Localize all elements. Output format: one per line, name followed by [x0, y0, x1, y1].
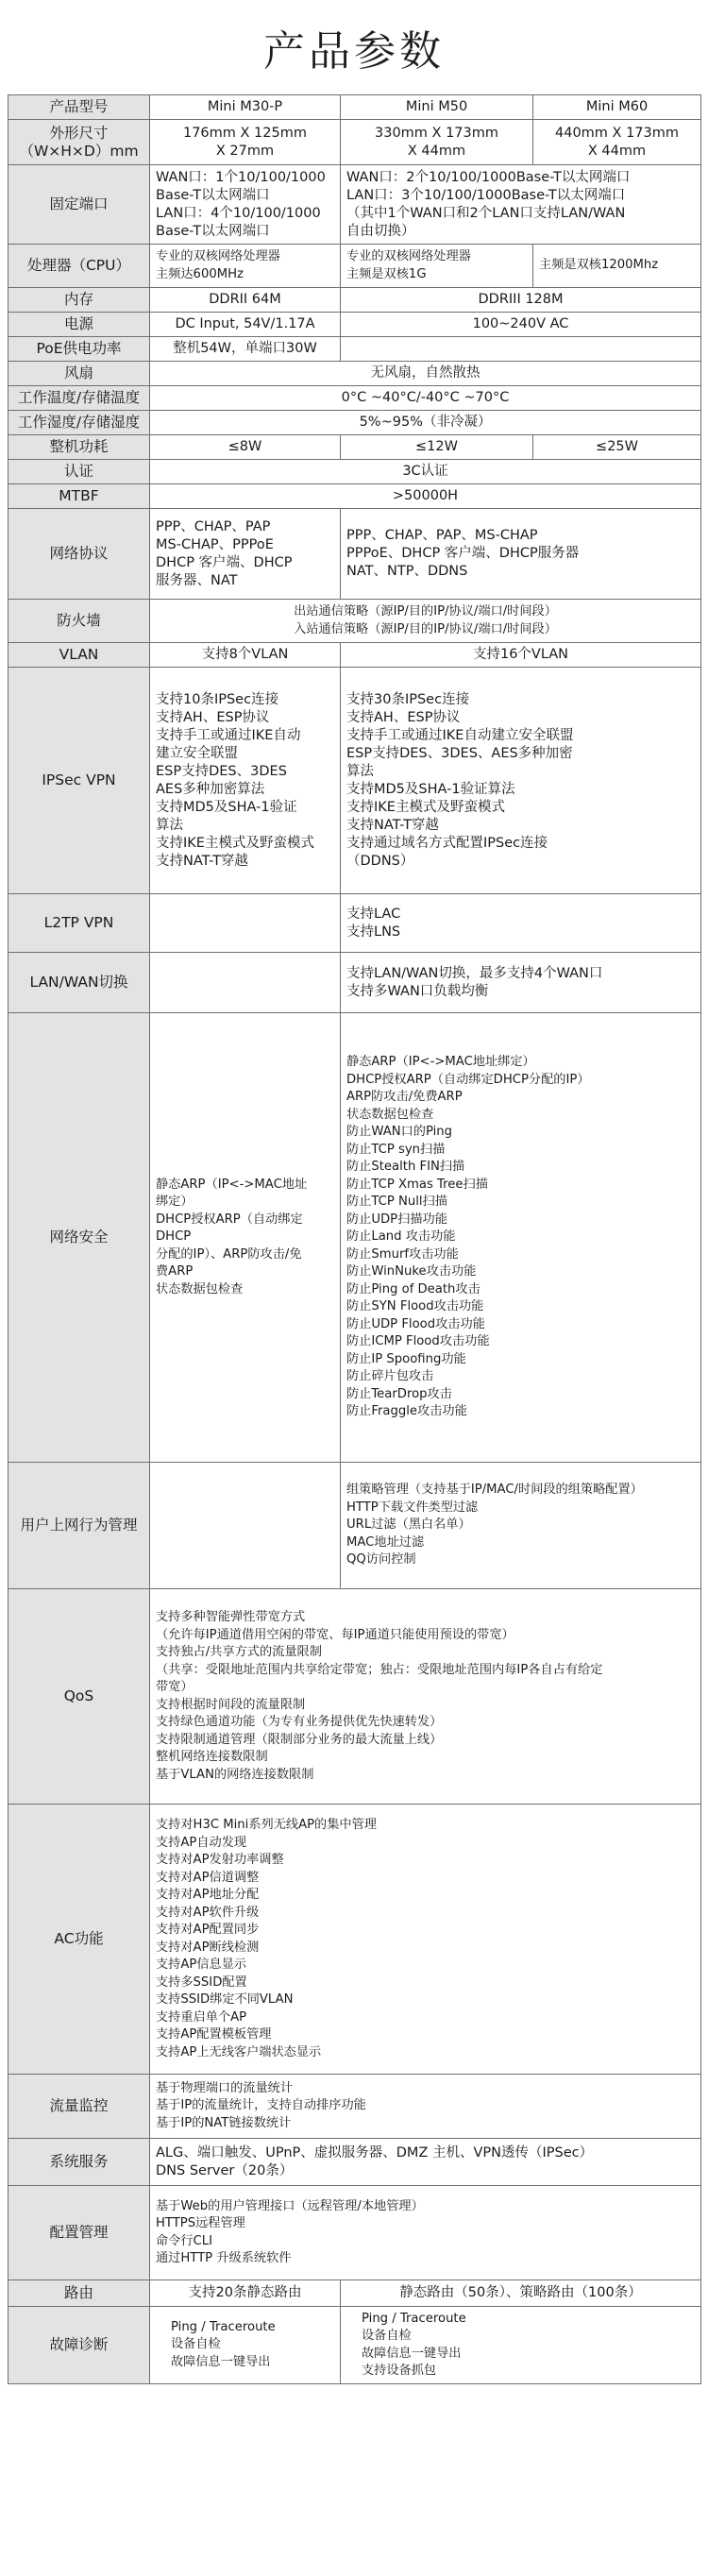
security-label: 网络安全 [8, 1013, 150, 1463]
lan-wan-m30p [150, 953, 341, 1013]
certification-value: 3C认证 [150, 460, 701, 484]
row-power [8, 313, 701, 337]
firewall-label: 防火墙 [8, 600, 150, 643]
mtbf-label: MTBF [8, 484, 150, 509]
routing-label: 路由 [8, 2280, 150, 2307]
row-fan [8, 362, 701, 386]
fan-value: 无风扇，自然散热 [150, 362, 701, 386]
row-size [8, 120, 701, 165]
config-value: 基于Web的用户管理接口（远程管理/本地管理） HTTPS远程管理 命令行CLI 通过HTTP 升级系统软件 [150, 2186, 701, 2280]
row-memory [8, 288, 701, 313]
ports-m30p: WAN口：1个10/100/1000 Base-T以太网端口 LAN口：4个10/100/1000 Base-T以太网端口 [150, 165, 341, 245]
diagnostics-label: 故障诊断 [8, 2307, 150, 2384]
cpu-m60: 主频是双核1200Mhz [533, 245, 701, 288]
row-model [8, 95, 701, 120]
firewall-value: 出站通信策略（源IP/目的IP/协议/端口/时间段） 入站通信策略（源IP/目的IP/协议/端口/时间段） [150, 600, 701, 643]
row-ports [8, 165, 701, 245]
ipsec-m30p: 支持10条IPSec连接 支持AH、ESP协议 支持手工或通过IKE自动 建立安全联盟 ESP支持DES、3DES AES多种加密算法 支持MD5及SHA-1验证 算法 支持IKE主模式及野蛮模式 支持NAT-T穿越 [150, 668, 341, 894]
size-label: 外形尺寸 （W×H×D）mm [8, 120, 150, 165]
routing-m50-m60: 静态路由（50条）、策略路由（100条） [341, 2280, 701, 2307]
certification-label: 认证 [8, 460, 150, 484]
ac-label: AC功能 [8, 1805, 150, 2075]
security-m30p: 静态ARP（IP<->MAC地址 绑定） DHCP授权ARP（自动绑定 DHCP 分配的IP）、ARP防攻击/免 费ARP 状态数据包检查 [150, 1013, 341, 1463]
row-security [8, 1013, 701, 1463]
model-m30p: Mini M30-P [150, 95, 341, 120]
cpu-label: 处理器（CPU） [8, 245, 150, 288]
ipsec-m50-m60: 支持30条IPSec连接 支持AH、ESP协议 支持手工或通过IKE自动建立安全联盟 ESP支持DES、3DES、AES多种加密 算法 支持MD5及SHA-1验证算法 支持IKE主模式及野蛮模式 支持NAT-T穿越 支持通过域名方式配置IPSec连接 （DDNS） [341, 668, 701, 894]
model-m60: Mini M60 [533, 95, 701, 120]
ports-label: 固定端口 [8, 165, 150, 245]
row-qos [8, 1589, 701, 1805]
row-temperature [8, 386, 701, 411]
row-lan-wan [8, 953, 701, 1013]
mtbf-value: >50000H [150, 484, 701, 509]
model-m50: Mini M50 [341, 95, 533, 120]
services-value: ALG、端口触发、UPnP、虚拟服务器、DMZ 主机、VPN透传（IPSec） DNS Server（20条） [150, 2139, 701, 2186]
behavior-label: 用户上网行为管理 [8, 1463, 150, 1589]
ipsec-label: IPSec VPN [8, 668, 150, 894]
lan-wan-label: LAN/WAN切换 [8, 953, 150, 1013]
row-humidity [8, 411, 701, 435]
size-m60: 440mm X 173mm X 44mm [533, 120, 701, 165]
vlan-label: VLAN [8, 643, 150, 668]
memory-m50-m60: DDRIII 128M [341, 288, 701, 313]
l2tp-m30p [150, 894, 341, 953]
row-cpu [8, 245, 701, 288]
vlan-m30p: 支持8个VLAN [150, 643, 341, 668]
power-m30p: DC Input, 54V/1.17A [150, 313, 341, 337]
model-label: 产品型号 [8, 95, 150, 120]
row-l2tp [8, 894, 701, 953]
row-ipsec [8, 668, 701, 894]
l2tp-label: L2TP VPN [8, 894, 150, 953]
poe-m50-m60 [341, 337, 701, 362]
flow-value: 基于物理端口的流量统计 基于IP的流量统计，支持自动排序功能 基于IP的NAT链接数统计 [150, 2075, 701, 2139]
size-m50: 330mm X 173mm X 44mm [341, 120, 533, 165]
humidity-value: 5%~95%（非冷凝） [150, 411, 701, 435]
spec-table [8, 94, 701, 2384]
qos-value: 支持多种智能弹性带宽方式 （允许每IP通道借用空闲的带宽、每IP通道只能使用预设的带宽） 支持独占/共享方式的流量限制 （共享：受限地址范围内共享给定带宽；独占：受限地址范围内每IP各自占有给定 带宽） 支持根据时间段的流量限制 支持绿色通道功能（为专有业务提供优先快速转发） 支持限制通道管理（限制部分业务的最大流量上线） 整机网络连接数限制 基于VLAN的网络连接数限制 [150, 1589, 701, 1805]
config-label: 配置管理 [8, 2186, 150, 2280]
row-flow [8, 2075, 701, 2139]
power-consumption-m50: ≤12W [341, 435, 533, 460]
row-power-consumption [8, 435, 701, 460]
services-label: 系统服务 [8, 2139, 150, 2186]
temperature-value: 0°C ~40°C/-40°C ~70°C [150, 386, 701, 411]
power-label: 电源 [8, 313, 150, 337]
protocols-m50-m60: PPP、CHAP、PAP、MS-CHAP PPPoE、DHCP 客户端、DHCP服务器 NAT、NTP、DDNS [341, 509, 701, 600]
row-routing [8, 2280, 701, 2307]
diagnostics-m50-m60: Ping / Traceroute 设备自检 故障信息一键导出 支持设备抓包 [341, 2307, 701, 2384]
flow-label: 流量监控 [8, 2075, 150, 2139]
behavior-m50-m60: 组策略管理（支持基于IP/MAC/时间段的组策略配置） HTTP下载文件类型过滤 URL过滤（黑白名单） MAC地址过滤 QQ访问控制 [341, 1463, 701, 1589]
ac-value: 支持对H3C Mini系列无线AP的集中管理 支持AP自动发现 支持对AP发射功率调整 支持对AP信道调整 支持对AP地址分配 支持对AP软件升级 支持对AP配置同步 支持对AP断线检测 支持AP信息显示 支持多SSID配置 支持SSID绑定不同VLAN 支持重启单个AP 支持AP配置模板管理 支持AP上无线客户端状态显示 [150, 1805, 701, 2075]
row-config [8, 2186, 701, 2280]
row-diagnostics [8, 2307, 701, 2384]
l2tp-m50-m60: 支持LAC 支持LNS [341, 894, 701, 953]
row-certification [8, 460, 701, 484]
protocols-label: 网络协议 [8, 509, 150, 600]
fan-label: 风扇 [8, 362, 150, 386]
page-title: 产品参数 [263, 27, 445, 76]
row-poe [8, 337, 701, 362]
vlan-m50-m60: 支持16个VLAN [341, 643, 701, 668]
power-consumption-m60: ≤25W [533, 435, 701, 460]
row-behavior [8, 1463, 701, 1589]
humidity-label: 工作湿度/存储湿度 [8, 411, 150, 435]
row-services [8, 2139, 701, 2186]
power-consumption-label: 整机功耗 [8, 435, 150, 460]
routing-m30p: 支持20条静态路由 [150, 2280, 341, 2307]
protocols-m30p: PPP、CHAP、PAP MS-CHAP、PPPoE DHCP 客户端、DHCP 服务器、NAT [150, 509, 341, 600]
security-m50-m60: 静态ARP（IP<->MAC地址绑定） DHCP授权ARP（自动绑定DHCP分配的IP） ARP防攻击/免费ARP 状态数据包检查 防止WAN口的Ping 防止TCP syn扫描 防止Stealth FIN扫描 防止TCP Xmas Tree扫描 防止TCP Null扫描 防止UDP扫描功能 防止Land 攻击功能 防止Smurf攻击功能 防止WinNuke攻击功能 防止Ping of Death攻击 防止SYN Flood攻击功能 防止UDP Flood攻击功能 防止ICMP Flood攻击功能 防止IP Spoofing功能 防止碎片包攻击 防止TearDrop攻击 防止Fraggle攻击功能 [341, 1013, 701, 1463]
row-firewall [8, 600, 701, 643]
memory-m30p: DDRII 64M [150, 288, 341, 313]
poe-m30p: 整机54W，单端口30W [150, 337, 341, 362]
row-protocols [8, 509, 701, 600]
behavior-m30p [150, 1463, 341, 1589]
diagnostics-m30p: Ping / Traceroute 设备自检 故障信息一键导出 [150, 2307, 341, 2384]
cpu-m30p: 专业的双核网络处理器 主频达600MHz [150, 245, 341, 288]
temperature-label: 工作温度/存储温度 [8, 386, 150, 411]
lan-wan-m50-m60: 支持LAN/WAN切换，最多支持4个WAN口 支持多WAN口负载均衡 [341, 953, 701, 1013]
row-ac [8, 1805, 701, 2075]
memory-label: 内存 [8, 288, 150, 313]
power-consumption-m30p: ≤8W [150, 435, 341, 460]
ports-m50-m60: WAN口：2个10/100/1000Base-T以太网端口 LAN口：3个10/100/1000Base-T以太网端口 （其中1个WAN口和2个LAN口支持LAN/WAN 自由切换） [341, 165, 701, 245]
cpu-m50: 专业的双核网络处理器 主频是双核1G [341, 245, 533, 288]
qos-label: QoS [8, 1589, 150, 1805]
row-vlan [8, 643, 701, 668]
power-m50-m60: 100~240V AC [341, 313, 701, 337]
size-m30p: 176mm X 125mm X 27mm [150, 120, 341, 165]
row-mtbf [8, 484, 701, 509]
poe-label: PoE供电功率 [8, 337, 150, 362]
